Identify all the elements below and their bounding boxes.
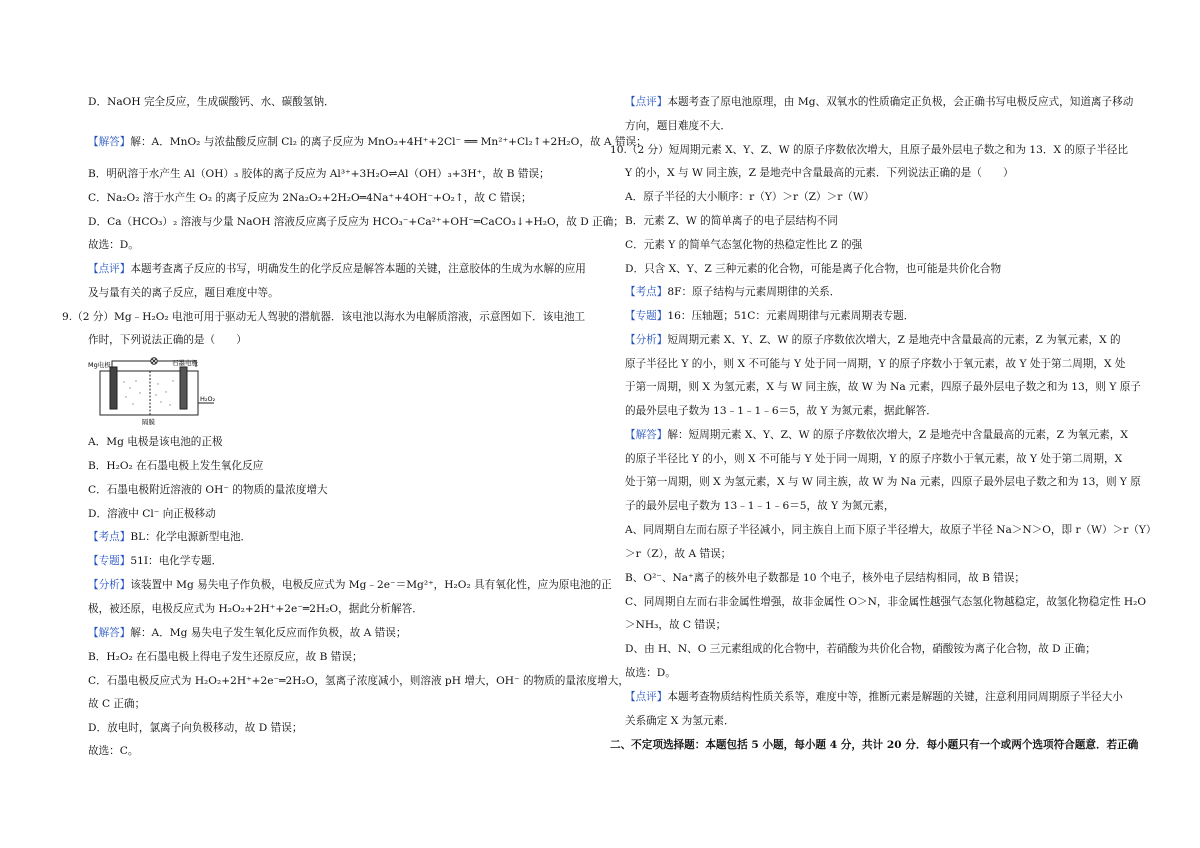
answer-tag: 【解答】	[625, 429, 668, 441]
text-line: 极，被还原，电极反应式为 H₂O₂+2H⁺+2e⁻═2H₂O，据此分析解答．	[88, 603, 423, 615]
comment-line: 【点评】本题考查离子反应的书写，明确发生的化学反应是解答本题的关键，注意胶体的生成为水解的应用	[88, 263, 586, 275]
text-line: C．Na₂O₂ 溶于水产生 O₂ 的离子反应为 2Na₂O₂+2H₂O═4Na⁺+4OH⁻+O₂↑，故 C 错误；	[88, 192, 532, 204]
option-d: D．溶液中 Cl⁻ 向正极移动	[88, 508, 216, 520]
topic-line: 【考点】BL：化学电源新型电池．	[88, 531, 252, 543]
answer-line: 【解答】解：短周期元素 X、Y、Z、W 的原子序数依次增大，Z 是地壳中含量最高的元素，Z 为氧元素，X	[625, 429, 1128, 441]
option-c: C．石墨电极附近溶液的 OH⁻ 的物质的量浓度增大	[88, 484, 328, 496]
option-b: B．元素 Z、W 的简单离子的电子层结构不同	[625, 215, 838, 227]
text-line: D、由 H、N、O 三元素组成的化合物中，若硝酸为共价化合物，硝酸铵为离子化合物，故 D 正确；	[625, 643, 1096, 655]
text-line: ＞NH₃，故 C 错误；	[625, 619, 727, 631]
answer-tag: 【解答】	[88, 627, 131, 639]
category-tag: 【专题】	[88, 555, 131, 567]
option-a: A．Mg 电极是该电池的正极	[88, 436, 223, 448]
comment-line: 【点评】本题考查物质结构性质关系等，难度中等，推断元素是解题的关键，注意利用同周期原子半径大小	[625, 691, 1123, 703]
topic-tag: 【考点】	[88, 531, 131, 543]
category-line: 【专题】51I：电化学专题．	[88, 555, 223, 567]
text-line: 的最外层电子数为 13﹣1﹣1﹣6＝5，故 Y 为氮元素，据此解答．	[625, 405, 937, 417]
text-line: 于第一周期，则 X 为氢元素，X 与 W 同主族，故 W 为 Na 元素，四原子最外层电子数之和为 13，则 Y 原子	[625, 381, 1141, 393]
topic-line: 【考点】8F：原子结构与元素周期律的关系．	[625, 286, 841, 298]
text-line: Y 的小，X 与 W 同主族，Z 是地壳中含量最高的元素．下列说法正确的是（ ）	[625, 167, 1014, 179]
option-b: B．H₂O₂ 在石墨电极上发生氧化反应	[88, 460, 264, 472]
battery-diagram	[88, 357, 218, 425]
text-line: 原子半径比 Y 的小，则 X 不可能与 Y 处于同一周期，Y 的原子序数小于氧元素，故 Y 处于第二周期，X 处	[625, 358, 1126, 370]
text-line: D．NaOH 完全反应，生成碳酸钙、水、碳酸氢钠．	[88, 96, 335, 108]
question-10: 10.（2 分）短周期元素 X、Y、Z、W 的原子序数依次增大，且原子最外层电子数之和为 13．X 的原子半径比	[610, 144, 1128, 156]
analysis-tag: 【分析】	[625, 334, 668, 346]
text-line: ＞r（Z），故 A 错误；	[625, 548, 732, 560]
text-line: A、同周期自左而右原子半径减小，同主族自上而下原子半径增大，故原子半径 Na＞N＞O，即 r（W）＞r（Y）	[625, 524, 1157, 536]
text-line: C．石墨电极反应式为 H₂O₂+2H⁺+2e⁻═2H₂O，氢离子浓度减小，则溶液 pH 增大，OH⁻ 的物质的量浓度增大，	[88, 675, 629, 687]
comment-tag: 【点评】	[88, 263, 131, 275]
text-line: 故选：D。	[625, 667, 676, 679]
option-c: C．元素 Y 的简单气态氢化物的热稳定性比 Z 的强	[625, 239, 863, 251]
text-line: 故选：D。	[88, 239, 139, 251]
mg-electrode-label: Mg电极	[88, 361, 111, 369]
text-line: 故 C 正确；	[88, 698, 146, 710]
comment-tag: 【点评】	[625, 691, 668, 703]
topic-tag: 【考点】	[625, 286, 668, 298]
analysis-tag: 【分析】	[88, 579, 131, 591]
text-line: D．Ca（HCO₃）₂ 溶液与少量 NaOH 溶液反应离子反应为 HCO₃⁻+Ca²⁺+OH⁻═CaCO₃↓+H₂O，故 D 正确；	[88, 216, 624, 228]
text-line: B．H₂O₂ 在石墨电极上得电子发生还原反应，故 B 错误；	[88, 651, 363, 663]
category-tag: 【专题】	[625, 310, 668, 322]
text-line: 故选：C。	[88, 745, 139, 757]
text-line: 及与量有关的离子反应，题目难度中等。	[88, 287, 279, 299]
text-line: B、O²⁻、Na⁺离子的核外电子数都是 10 个电子，核外电子层结构相同，故 B 错误；	[625, 572, 1026, 584]
answer-line: 【解答】解：A．MnO₂ 与浓盐酸反应制 Cl₂ 的离子反应为 MnO₂+4H⁺+2Cl⁻ ══ Mn²⁺+Cl₂↑+2H₂O，故 A 错误；	[88, 136, 647, 148]
text-line: 子的最外层电子数为 13﹣1﹣1﹣6＝5，故 Y 为氮元素，	[625, 500, 895, 512]
answer-tag: 【解答】	[88, 136, 131, 148]
analysis-line: 【分析】短周期元素 X、Y、Z、W 的原子序数依次增大，Z 是地壳中含量最高的元素，Z 为氧元素，X 的	[625, 334, 1121, 346]
analysis-line: 【分析】该装置中 Mg 易失电子作负极，电极反应式为 Mg﹣2e⁻＝Mg²⁺，H₂O₂ 具有氧化性，应为原电池的正	[88, 579, 612, 591]
h2o2-label: H₂O₂	[200, 395, 216, 403]
text-line: B．明矾溶于水产生 Al（OH）₃ 胶体的离子反应为 Al³⁺+3H₂O⇌Al（OH）₃+3H⁺，故 B 错误；	[88, 168, 550, 180]
category-line: 【专题】16：压轴题；51C：元素周期律与元素周期表专题．	[625, 310, 915, 322]
text-line: 的原子半径比 Y 的小，则 X 不可能与 Y 处于同一周期，Y 的原子序数小于氧元素，故 Y 处于第二周期，X	[625, 453, 1123, 465]
membrane-label: 隔膜	[142, 418, 155, 425]
option-a: A．原子半径的大小顺序：r（Y）＞r（Z）＞r（W）	[625, 191, 875, 203]
text-line: 作时，下列说法正确的是（ ）	[88, 334, 247, 346]
text-line: 关系确定 X 为氢元素．	[625, 715, 735, 727]
answer-line: 【解答】解：A．Mg 易失电子发生氧化反应而作负极，故 A 错误；	[88, 627, 407, 639]
section-heading: 二、不定项选择题：本题包括 5 小题，每小题 4 分，共计 20 分．每小题只有一个或两个选项符合题意．若正确	[610, 739, 1139, 751]
text-line: D．放电时，氯离子向负极移动，故 D 错误；	[88, 722, 303, 734]
text-line: C、同周期自左而右非金属性增强，故非金属性 O＞N，非金属性越强气态氢化物越稳定，故氢化物稳定性 H₂O	[625, 596, 1147, 608]
option-d: D．只含 X、Y、Z 三种元素的化合物，可能是离子化合物，也可能是共价化合物	[625, 263, 1002, 275]
question-9: 9.（2 分）Mg﹣H₂O₂ 电池可用于驱动无人驾驶的潜航器．该电池以海水为电解质溶液，示意图如下．该电池工	[62, 311, 586, 323]
comment-line: 【点评】本题考查了原电池原理，由 Mg、双氧水的性质确定正负极，会正确书写电极反应式，知道离子移动	[625, 96, 1134, 108]
text-line: 方向，题目难度不大．	[625, 120, 731, 132]
text-line: 处于第一周期，则 X 为氢元素，X 与 W 同主族，故 W 为 Na 元素，四原子最外层电子数之和为 13，则 Y 原	[625, 476, 1141, 488]
comment-tag: 【点评】	[625, 96, 668, 108]
graphite-electrode-label: 石墨电极	[172, 359, 198, 367]
